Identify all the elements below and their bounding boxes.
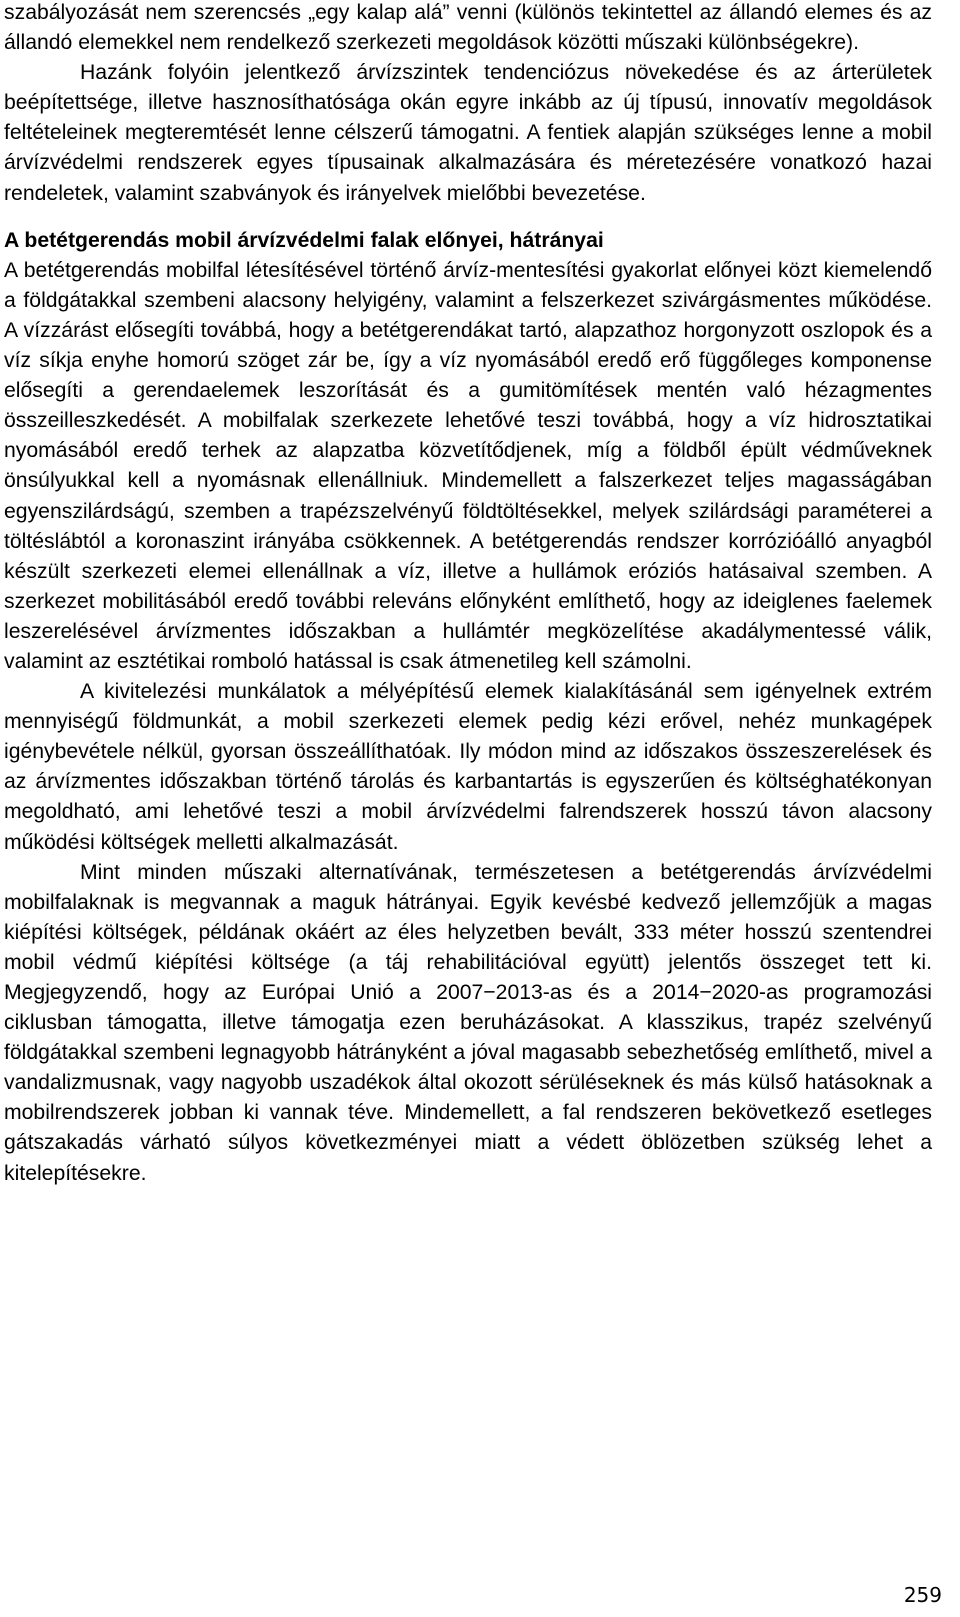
paragraph-flood-levels: Hazánk folyóin jelentkező árvízszintek tendenciózus növekedése és az árterületek beépítettsége, illetve hasznosíthatósága okán egyre inkább az új típusú, innovatív megoldások feltételeinek megteremtését lenne célszerű támogatni. A fentiek alapján szükséges lenne a mobil árvízvédelmi rendszerek egyes típusainak alkalmazására és méretezésére vonatkozó hazai rendeletek, valamint szabványok és irányelvek mielőbbi bevezetése. [4,61,932,205]
paragraph-construction: A kivitelezési munkálatok a mélyépítésű elemek kialakításánál sem igényelnek extrém mennyiségű földmunkát, a mobil szerkezeti elemek pedig kézi erővel, nehéz munkagépek igénybevétele nélkül, gyorsan összeállíthatóak. Ily módon mind az időszakos összeszerelések és az árvízmentes időszakban történő tárolás és karbantartás is egyszerűen és költséghatékonyan megoldható, ami lehetővé teszi a mobil árvízvédelmi falrendszerek hosszú távon alacsony működési költségek melletti alkalmazását. [4,680,932,854]
paragraph-continuation: szabályozását nem szerencsés „egy kalap alá” venni (különös tekintettel az állandó elemes és az állandó elemekkel nem rendelkező szerkezeti megoldások közötti műszaki különbségekre). [4,1,932,55]
page-number: 259 [903,1583,942,1607]
paragraph-disadvantages: Mint minden műszaki alternatívának, természetesen a betétgerendás árvízvédelmi mobilfalaknak is megvannak a maguk hátrányai. Egyik kevésbé kedvező jellemzőjük a magas kiépítési költségek, példának okáért az éles helyzetben bevált, 333 méter hosszú szentendrei mobil védmű kiépítési költsége (a táj rehabilitációval együtt) jelentős összeget tett ki. Megjegyzendő, hogy az Európai Unió a 2007−2013-as és a 2014−2020-as programozási ciklusban támogatta, illetve támogatja ezen beruházásokat. A klasszikus, trapéz szelvényű földgátakkal szembeni legnagyobb hátrányként a jóval magasabb sebezhetőség említhető, mivel a vandalizmusnak, vagy nagyobb uszadékok által okozott sérüléseknek és más külső hatásoknak a mobilrendszerek jobban ki vannak téve. Mindemellett, a fal rendszeren bekövetkező esetleges gátszakadás várható súlyos következményei miatt a védett öblözetben szükség lehet a kitelepítésekre. [4,860,932,1185]
paragraph-advantages: A betétgerendás mobilfal létesítésével történő árvíz-mentesítési gyakorlat előnyei közt kiemelendő a földgátakkal szembeni alacsony helyigény, valamint a felszerkezet szivárgásmentes működése. A vízzárást elősegíti továbbá, hogy a betétgerendákat tartó, alapzathoz horgonyzott oszlopok és a víz síkja enyhe homorú szöget zár be, így a víz nyomásából eredő erő függőleges komponense elősegíti a gerendaelemek leszorítását és a gumitömítések mentén való hézagmentes összeilleszkedését. A mobilfalak szerkezete lehetővé teszi továbbá, hogy a víz hidrosztatikai nyomásából eredő terhek az alapzatba közvetítődjenek, míg a földből épült védműveknek önsúlyukkal kell a nyomásnak ellenállniuk. Mindemellett a falszerkezet teljes magasságában egyenszilárdságú, szemben a trapézszelvényű földtöltésekkel, melyek szilárdsági paraméterei a töltéslábtól a koronaszint irányába csökkennek. A betétgerendás rendszer korrózióálló anyagból készült szerkezeti elemei ellenállnak a víz, illetve a hullámok eróziós hatásaival szemben. A szerkezet mobilitásából eredő további releváns előnyként említhető, hogy az ideiglenes faelemek leszerelésével árvízmentes időszakban a hullámtér megközelítése akadálymentessé válik, valamint az esztétikai romboló hatással is csak átmenetileg kell számolni. [4,258,932,673]
section-heading: A betétgerendás mobil árvízvédelmi falak előnyei, hátrányai [4,228,604,252]
document-page [4,0,932,1189]
